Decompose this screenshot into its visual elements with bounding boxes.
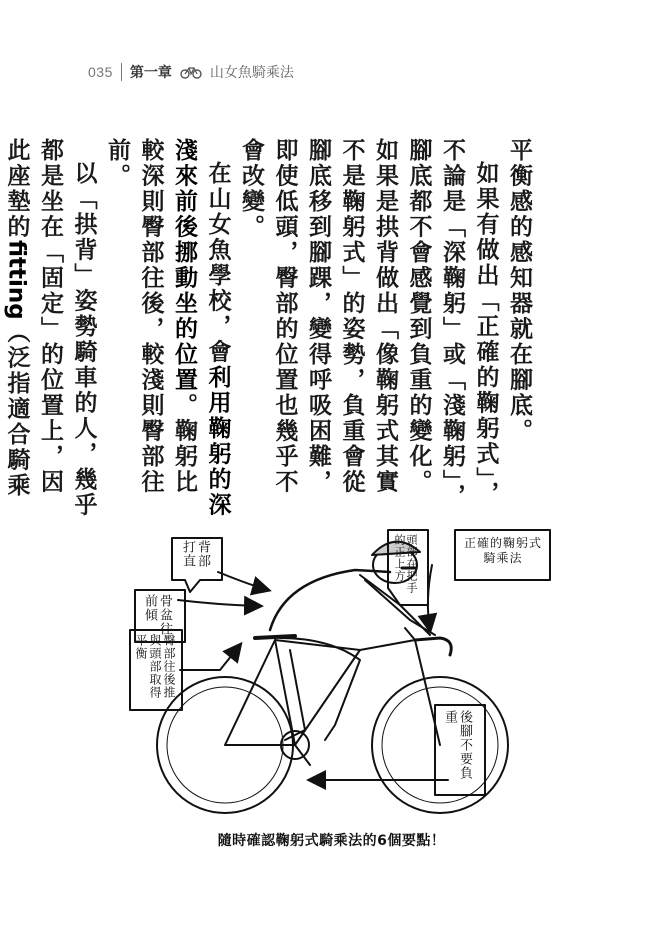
paragraph: [502, 138, 536, 518]
illustration-title: 正確的鞠躬式騎乘法: [463, 536, 542, 565]
chapter-label: 第一章: [129, 65, 172, 81]
running-head: [88, 60, 294, 84]
body-text: [3, 138, 535, 518]
paragraph-text: 以「拱背」姿勢騎車的人，幾乎都是坐在「固定」的位置上，因此座墊的: [3, 138, 97, 518]
label-head: 頭部在把手的正上方: [393, 534, 418, 594]
emphasis-text: 利用鞠躬的深淺來前後挪動坐的位置: [171, 138, 231, 518]
section-title: 山女魚騎乘法: [209, 65, 294, 81]
paragraph: [100, 138, 234, 518]
paragraph-text: （泛指適合騎乘: [3, 319, 30, 499]
label-pelvis: 骨盆往前傾: [142, 594, 172, 636]
paragraph-text: 在山女魚學校，會: [204, 161, 231, 365]
paragraph-text: 。鞠躬比較深則臀部往後，較淺則臀部往前。: [104, 138, 197, 495]
paragraph: [234, 138, 502, 518]
label-back: 背部打直: [180, 540, 210, 568]
label-hips: 臀部往後推與頭部取得平衡: [134, 634, 176, 699]
page-number: 035: [88, 64, 113, 80]
cyclist-illustration: [110, 510, 570, 820]
figure-caption: 隨時確認鞠躬式騎乘法的6個要點！: [217, 833, 446, 849]
paragraph-text: 平衡感的感知器就在腳底。: [506, 138, 532, 444]
paragraph-text: 如果有做出「正確的鞠躬式」，不論是「深鞠躬」或「淺鞠躬」，腳底都不會感覺到負重的變化。如果是拱背做出「像鞠躬式其實不是鞠躬式」的姿勢，負重會從腳底移到腳踝，變得呼吸困難，即使低頭，臀部的位置也幾乎不會改變。: [238, 138, 499, 509]
header-divider: [121, 63, 122, 81]
latin-term: fitting: [3, 240, 30, 320]
label-feet: 後腳不要負重: [442, 710, 472, 780]
bicycle-icon: [180, 65, 202, 79]
paragraph: [0, 138, 100, 518]
